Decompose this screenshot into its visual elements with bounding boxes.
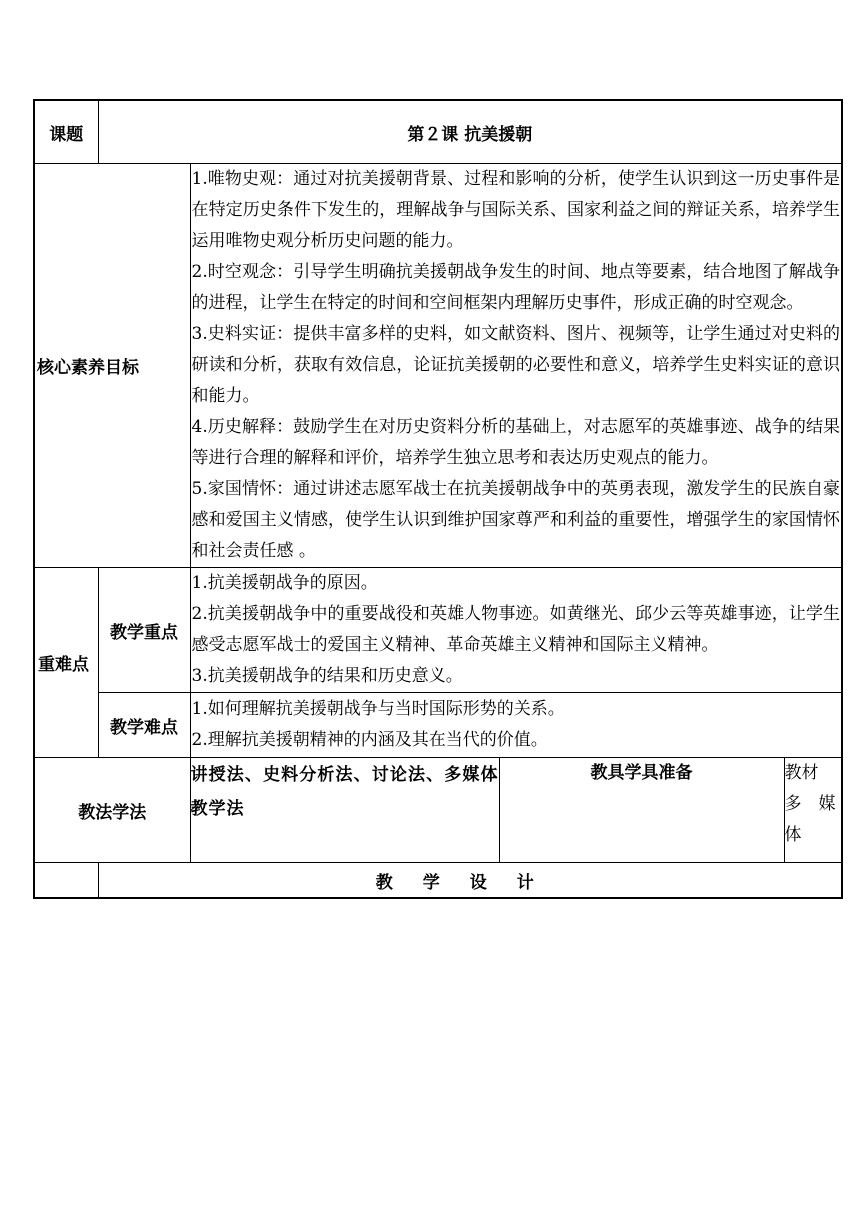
course-label: 课题 bbox=[34, 100, 98, 164]
prep-item: 教材 bbox=[784, 763, 819, 783]
design-row bbox=[34, 863, 842, 899]
design-title: 教学设计 bbox=[98, 863, 842, 899]
methods-row bbox=[34, 758, 842, 863]
lesson-plan-sheet bbox=[33, 99, 841, 899]
core-goals-row bbox=[34, 164, 842, 568]
methods-text: 讲授法、史料分析法、讨论法、多媒体教学法 bbox=[190, 758, 499, 863]
core-goal-item: 5.家国情怀：通过讲述志愿军战士在抗美援朝战争中的英勇表现，激发学生的民族自豪感和爱国主义情感，使学生认识到维护国家尊严和利益的重要性，增强学生的家国情怀和社会责任感 。 bbox=[191, 479, 841, 561]
core-goal-item: 2.时空观念：引导学生明确抗美援朝战争发生的时间、地点等要素，结合地图了解战争的进程，让学生在特定的时间和空间框架内理解历史事件，形成正确的时空观念。 bbox=[191, 262, 841, 313]
design-blank-cell bbox=[34, 863, 98, 899]
hard-points-label: 教学难点 bbox=[98, 693, 190, 758]
lesson-plan-table bbox=[33, 99, 843, 899]
core-goals-content bbox=[190, 164, 842, 568]
methods-label: 教法学法 bbox=[34, 758, 190, 863]
prep-item: 体 bbox=[784, 825, 802, 845]
difficulties-label: 重难点 bbox=[34, 568, 98, 758]
prep-items bbox=[784, 758, 842, 863]
hard-points-row bbox=[34, 693, 842, 758]
key-point-item: 2.抗美援朝战争中的重要战役和英雄人物事迹。如黄继光、邱少云等英雄事迹，让学生感受志愿军战士的爱国主义精神、革命英雄主义精神和国际主义精神。 bbox=[191, 604, 841, 655]
prep-item: 多 媒 bbox=[784, 794, 836, 814]
course-row bbox=[34, 100, 842, 164]
prep-label: 教具学具准备 bbox=[499, 758, 784, 863]
key-point-item: 1.抗美援朝战争的原因。 bbox=[191, 573, 378, 593]
core-goal-item: 1.唯物史观：通过对抗美援朝背景、过程和影响的分析，使学生认识到这一历史事件是在特定历史条件下发生的，理解战争与国际关系、国家利益之间的辩证关系，培养学生运用唯物史观分析历史问题的能力。 bbox=[191, 169, 841, 251]
hard-point-item: 1.如何理解抗美援朝战争与当时国际形势的关系。 bbox=[191, 699, 565, 719]
hard-points-content bbox=[190, 693, 842, 758]
key-point-item: 3.抗美援朝战争的结果和历史意义。 bbox=[191, 666, 463, 686]
core-goals-label: 核心素养目标 bbox=[34, 164, 190, 568]
core-goal-item: 3.史料实证：提供丰富多样的史料，如文献资料、图片、视频等，让学生通过对史料的研读和分析，获取有效信息，论证抗美援朝的必要性和意义，培养学生史料实证的意识和能力。 bbox=[191, 324, 841, 406]
key-points-label: 教学重点 bbox=[98, 568, 190, 693]
course-title: 第２课 抗美援朝 bbox=[98, 100, 842, 164]
core-goal-item: 4.历史解释：鼓励学生在对历史资料分析的基础上，对志愿军的英雄事迹、战争的结果等进行合理的解释和评价，培养学生独立思考和表达历史观点的能力。 bbox=[191, 417, 841, 468]
key-points-content bbox=[190, 568, 842, 693]
key-points-row bbox=[34, 568, 842, 693]
hard-point-item: 2.理解抗美援朝精神的内涵及其在当代的价值。 bbox=[191, 730, 548, 750]
